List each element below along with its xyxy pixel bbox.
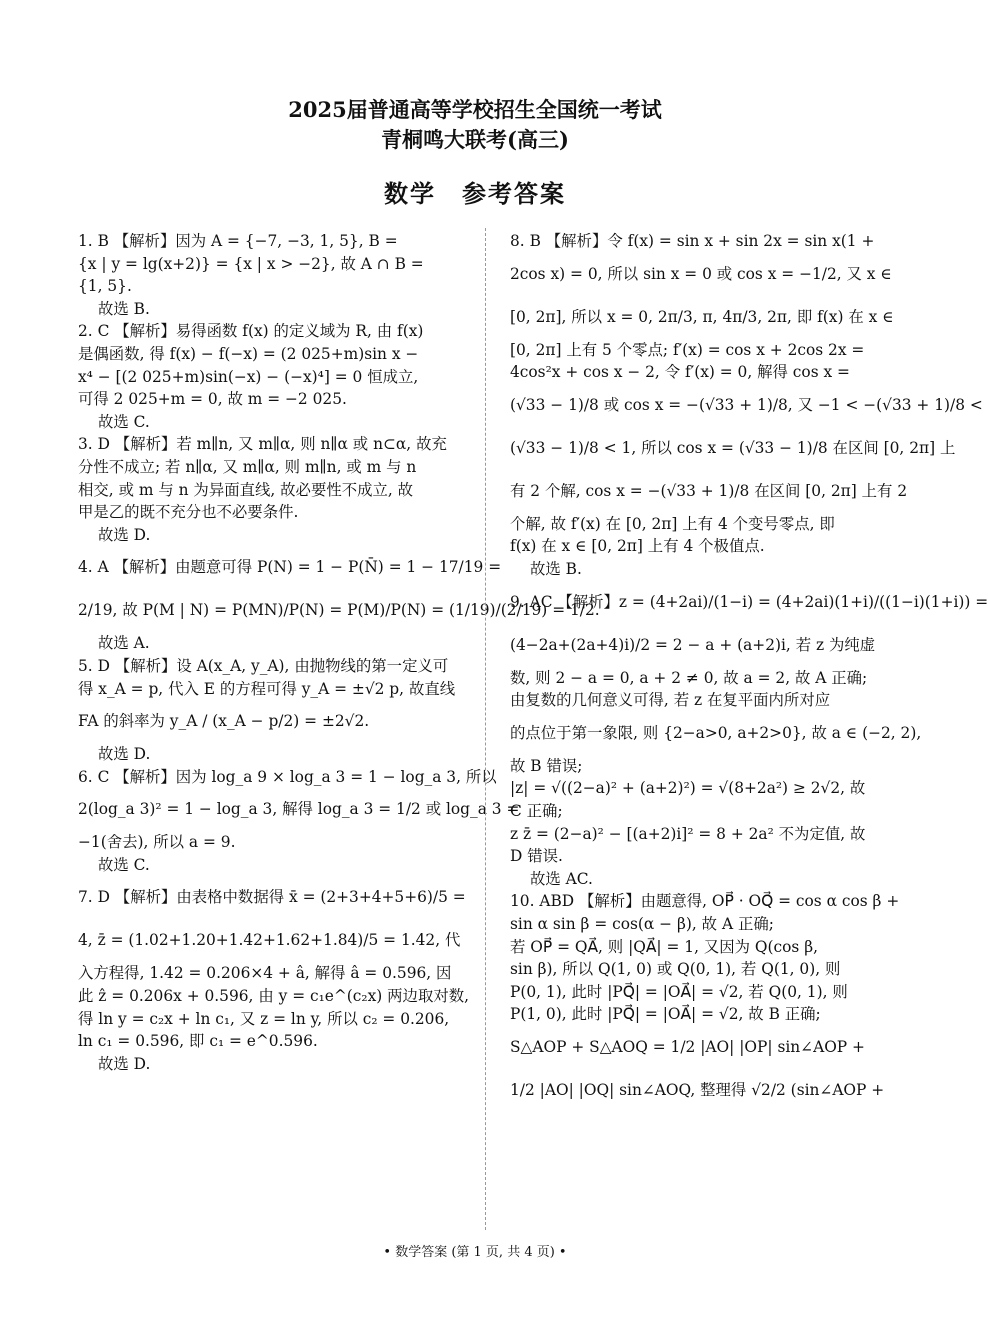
column-divider xyxy=(485,228,486,1230)
solution-line: 此 ẑ = 0.206x + 0.596, 由 y = c₁e^(c₂x) 两边取对数, xyxy=(78,987,470,1006)
solution-line: 1. B 【解析】因为 A = {−7, −3, 1, 5}, B = xyxy=(78,232,398,250)
solution-line: P(1, 0), 此时 |PQ⃗| = |OA⃗| = √2, 故 B 正确; xyxy=(510,1005,821,1024)
solution-line: 4cos²x + cos x − 2, 令 f′(x) = 0, 解得 cos x = xyxy=(510,363,850,382)
solution-line: {1, 5}. xyxy=(78,277,132,296)
solution-line: 故选 C. xyxy=(98,855,150,874)
solution-line: (√33 − 1)/8 < 1, 所以 cos x = (√33 − 1)/8 在区间 [0, 2π] 上 xyxy=(510,438,956,457)
solution-line: 有 2 个解, cos x = −(√33 + 1)/8 在区间 [0, 2π] 上有 2 xyxy=(510,481,908,500)
solution-line: |z| = √((2−a)² + (a+2)²) = √(8+2a²) ≥ 2√2, 故 xyxy=(510,779,866,798)
solution-line: (4−2a+(2a+4)i)/2 = 2 − a + (a+2)i, 若 z 为纯虚 xyxy=(510,635,876,654)
solution-line: 故选 D. xyxy=(98,745,151,764)
solution-line: sin α sin β = cos(α − β), 故 A 正确; xyxy=(510,914,774,933)
solution-line: 若 OP⃗ = QA⃗, 则 |QA⃗| = 1, 又因为 Q(cos β, xyxy=(510,937,819,956)
solution-line: 2cos x) = 0, 所以 sin x = 0 或 cos x = −1/2, 又 x ∈ xyxy=(510,264,892,283)
solution-line: S△AOP + S△AOQ = 1/2 |AO| |OP| sin∠AOP + xyxy=(510,1037,865,1056)
solution-line: 6. C 【解析】因为 log_a 9 × log_a 3 = 1 − log_a 3, 所以 xyxy=(78,767,497,786)
solution-line: FA 的斜率为 y_A / (x_A − p/2) = ±2√2. xyxy=(78,712,370,731)
solution-line: {x | y = lg(x+2)} = {x | x > −2}, 故 A ∩ B = xyxy=(78,254,424,273)
right-column xyxy=(510,230,988,1112)
solution-line: z z̄ = (2−a)² − [(a+2)i]² = 8 + 2a² 不为定值, 故 xyxy=(510,824,866,843)
solution-line: C 正确; xyxy=(510,801,563,820)
solution-line: x⁴ − [(2 025+m)sin(−x) − (−x)⁴] = 0 恒成立, xyxy=(78,367,419,386)
solution-line: 的点位于第一象限, 则 {2−a>0, a+2>0}, 故 a ∈ (−2, 2), xyxy=(510,723,922,742)
solution-line: 1/2 |AO| |OQ| sin∠AOQ, 整理得 √2/2 (sin∠AOP + xyxy=(510,1080,885,1099)
solution-line: 入方程得, 1.42 = 0.206×4 + â, 解得 â = 0.596, 因 xyxy=(78,964,452,983)
answer-heading: 数学 参考答案 xyxy=(384,179,566,208)
solution-line: 2. C 【解析】易得函数 f(x) 的定义域为 R, 由 f(x) xyxy=(78,322,424,341)
solution-line: 故选 B. xyxy=(98,299,150,318)
solution-line: 故 B 错误; xyxy=(510,756,583,775)
solution-line: f(x) 在 x ∈ [0, 2π] 上有 4 个极值点. xyxy=(510,537,765,556)
solution-line: 故选 D. xyxy=(98,525,151,544)
solution-line: 故选 C. xyxy=(98,412,150,431)
solution-line: 故选 D. xyxy=(98,1054,151,1073)
solution-line: [0, 2π], 所以 x = 0, 2π/3, π, 4π/3, 2π, 即 f(x) 在 x ∈ xyxy=(510,307,894,326)
solution-line: 数, 则 2 − a = 0, a + 2 ≠ 0, 故 a = 2, 故 A 正确; xyxy=(510,668,868,687)
solution-line: 个解, 故 f′(x) 在 [0, 2π] 上有 4 个变号零点, 即 xyxy=(510,514,835,533)
solution-line: (√33 − 1)/8 或 cos x = −(√33 + 1)/8, 又 −1 < −(√33 + 1)/8 < xyxy=(510,395,983,414)
solution-line: ln c₁ = 0.596, 即 c₁ = e^0.596. xyxy=(78,1032,318,1051)
solution-line: 4. A 【解析】由题意可得 P(N) = 1 − P(N̄) = 1 − 17/19 = xyxy=(78,558,502,577)
solution-line: 相交, 或 m 与 n 为异面直线, 故必要性不成立, 故 xyxy=(78,480,414,499)
solution-line: D 错误. xyxy=(510,847,563,866)
solution-line: 故选 AC. xyxy=(530,869,593,888)
solution-line: P(0, 1), 此时 |PQ⃗| = |OA⃗| = √2, 若 Q(0, 1), 则 xyxy=(510,982,848,1001)
solution-line: 可得 2 025+m = 0, 故 m = −2 025. xyxy=(78,390,347,409)
solution-line: 5. D 【解析】设 A(x_A, y_A), 由抛物线的第一定义可 xyxy=(78,656,449,675)
solution-line: 4, z̄ = (1.02+1.20+1.42+1.62+1.84)/5 = 1.42, 代 xyxy=(78,931,461,950)
solution-line: 8. B 【解析】令 f(x) = sin x + sin 2x = sin x(1 + xyxy=(510,232,875,250)
solution-line: 9. AC 【解析】z = (4+2ai)/(1−i) = (4+2ai)(1+i)/((1−i)(1+i)) = xyxy=(510,592,988,611)
solution-line: 甲是乙的既不充分也不必要条件. xyxy=(78,503,299,522)
solution-line: 2/19, 故 P(M | N) = P(MN)/P(N) = P(M)/P(N) = (1/19)/(2/19) = 1/2. xyxy=(78,601,600,620)
solution-line: 故选 B. xyxy=(530,559,582,578)
solution-line: 由复数的几何意义可得, 若 z 在复平面内所对应 xyxy=(510,691,831,710)
solution-line: 2(log_a 3)² = 1 − log_a 3, 解得 log_a 3 = 1/2 或 log_a 3 = xyxy=(78,800,520,819)
solution-line: 分性不成立; 若 n∥α, 又 m∥α, 则 m∥n, 或 m 与 n xyxy=(78,457,417,476)
solution-line: 得 ln y = c₂x + ln c₁, 又 z = ln y, 所以 c₂ = 0.206, xyxy=(78,1009,450,1028)
exam-subtitle: 青桐鸣大联考(高三) xyxy=(381,127,569,152)
exam-title: 2025届普通高等学校招生全国统一考试 xyxy=(288,97,662,122)
page-footer: • 数学答案 (第 1 页, 共 4 页) • xyxy=(383,1245,567,1260)
solution-line: 故选 A. xyxy=(98,634,150,653)
solution-line: sin β), 所以 Q(1, 0) 或 Q(0, 1), 若 Q(1, 0), 则 xyxy=(510,960,841,979)
solution-line: [0, 2π] 上有 5 个零点; f′(x) = cos x + 2cos 2x = xyxy=(510,340,865,359)
solution-line: 是偶函数, 得 f(x) − f(−x) = (2 025+m)sin x − xyxy=(78,344,419,363)
solution-line: 7. D 【解析】由表格中数据得 x̄ = (2+3+4+5+6)/5 = xyxy=(78,888,466,907)
solution-line: 10. ABD 【解析】由题意得, OP⃗ · OQ⃗ = cos α cos β + xyxy=(510,892,900,911)
solution-line: 3. D 【解析】若 m∥n, 又 m∥α, 则 n∥α 或 n⊂α, 故充 xyxy=(78,435,447,454)
solution-line: 得 x_A = p, 代入 E 的方程可得 y_A = ±√2 p, 故直线 xyxy=(78,679,456,698)
solution-line: −1(舍去), 所以 a = 9. xyxy=(78,833,236,852)
